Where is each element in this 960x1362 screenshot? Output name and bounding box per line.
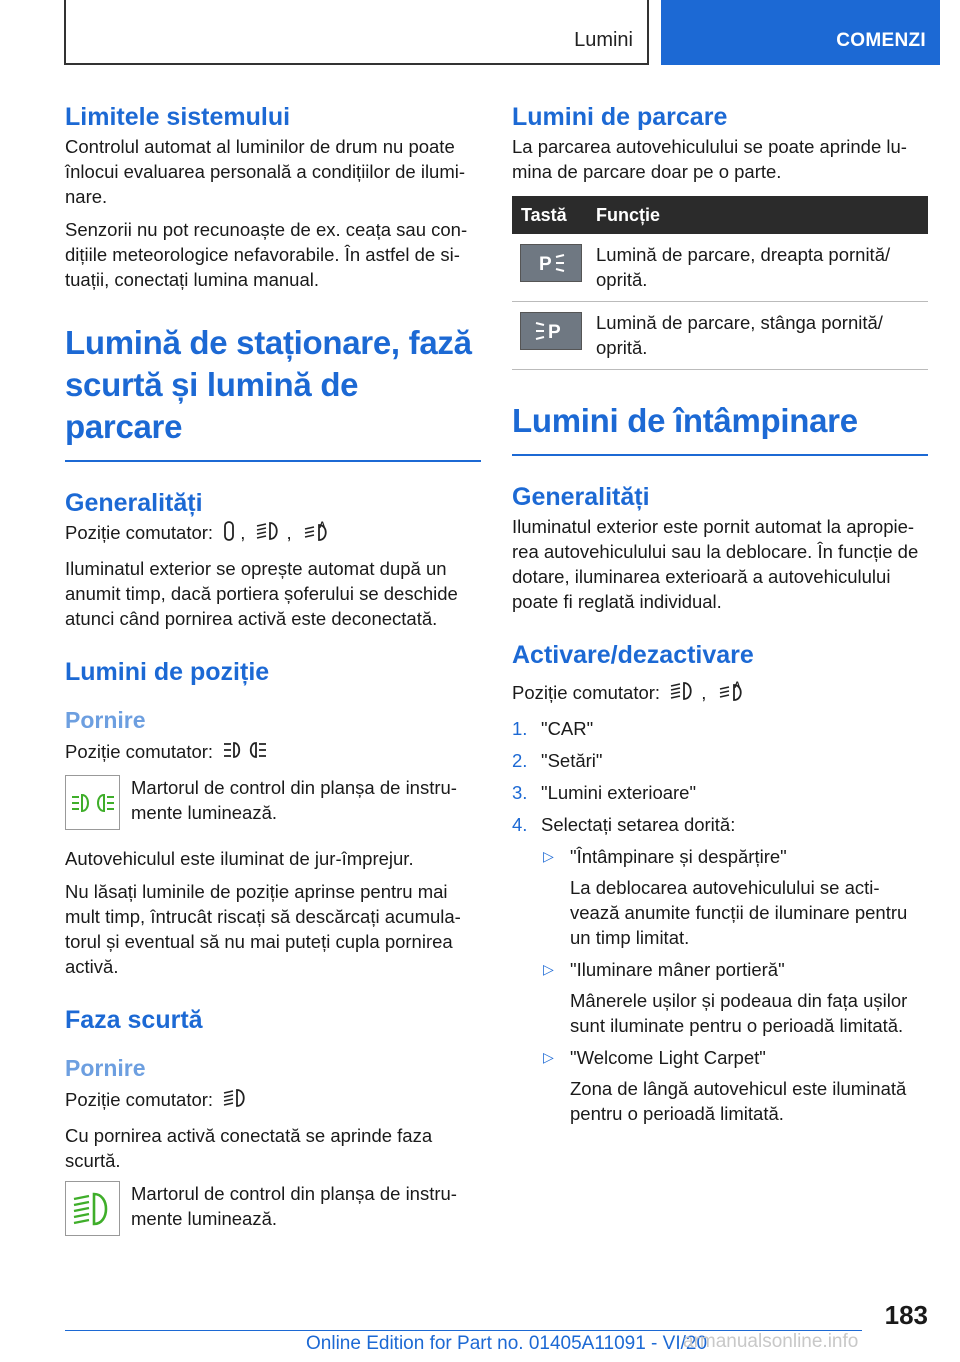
low-beam-heading: Faza scurtă bbox=[65, 1006, 203, 1035]
option-item bbox=[512, 844, 928, 869]
table-cell-function: Lumină de parcare, dreapta pornită/ oprită. bbox=[587, 234, 928, 302]
table-row bbox=[512, 302, 928, 370]
auto-headlight-icon bbox=[716, 680, 746, 708]
table-header-key: Tastă bbox=[512, 196, 587, 234]
activation-steps bbox=[512, 716, 928, 837]
table-row bbox=[512, 234, 928, 302]
svg-text:P: P bbox=[539, 254, 552, 275]
triangle-bullet-icon: ▷ bbox=[543, 961, 554, 978]
switch-position-label: Poziție comutator: bbox=[512, 682, 661, 703]
position-indicator-icon bbox=[65, 775, 120, 830]
welcome-heading: Lumini de întâmpinare bbox=[512, 402, 858, 439]
low-beam-on-subheading: Pornire bbox=[65, 1055, 146, 1082]
parking-lights-heading: Lumini de parcare bbox=[512, 103, 728, 131]
parking-right-icon[interactable] bbox=[520, 244, 582, 282]
triangle-bullet-icon: ▷ bbox=[543, 1049, 554, 1066]
left-column bbox=[65, 100, 481, 1236]
table-cell-key bbox=[512, 302, 587, 370]
position-paragraph-2: Nu lăsați luminile de poziție aprinse pentru mai mult timp, întrucât riscați să descărcați acumula-torul și eventual să nu mai puteți cupla pornirea activă. bbox=[65, 881, 461, 978]
position-indicator-row bbox=[65, 775, 481, 830]
position-paragraph-1: Autovehiculul este iluminat de jur-împrejur. bbox=[65, 848, 414, 870]
switch-position-label: Poziție comutator: bbox=[65, 1089, 214, 1111]
parking-left-icon[interactable] bbox=[520, 312, 582, 350]
welcome-paragraph: Iluminatul exterior este pornit automat la apropie-rea autovehiculului sau la deblocare. În funcție de dotare, iluminarea exterioară a autovehiculului poate fi reglată individual. bbox=[512, 516, 919, 612]
right-column bbox=[512, 100, 928, 1126]
position-on-subheading: Pornire bbox=[65, 707, 146, 734]
low-beam-paragraph: Cu pornirea activă conectată se aprinde faza scurtă. bbox=[65, 1125, 433, 1172]
low-beam-icon bbox=[222, 1087, 250, 1115]
welcome-general-heading: Generalități bbox=[512, 483, 650, 511]
limits-paragraph-1: Controlul automat al luminilor de drum nu poate înlocui evaluarea personală a condițiilor de ilumi-nare. bbox=[65, 136, 466, 207]
table-header-row bbox=[512, 196, 928, 234]
page-number: 183 bbox=[884, 1300, 928, 1330]
svg-text:A: A bbox=[318, 520, 326, 531]
watermark: armanualsonline.info bbox=[683, 1331, 859, 1352]
list-item: 1. "CAR" bbox=[512, 718, 594, 740]
option-description: Zona de lângă autovehicul este iluminată pentru o perioadă limitată. bbox=[570, 1078, 907, 1125]
activation-heading: Activare/dezactivare bbox=[512, 641, 754, 669]
limits-heading: Limitele sistemului bbox=[65, 103, 291, 131]
triangle-bullet-icon: ▷ bbox=[543, 848, 554, 865]
table-cell-function: Lumină de parcare, stânga pornită/ oprită. bbox=[587, 302, 928, 370]
header-section-label: Lumini bbox=[574, 29, 633, 51]
parking-paragraph: La parcarea autovehiculului se poate aprinde lu-mina de parcare doar pe o parte. bbox=[512, 136, 907, 182]
header-section-tab bbox=[64, 0, 649, 65]
low-beam-indicator-row bbox=[65, 1181, 481, 1236]
switch-position-label: Poziție comutator: bbox=[65, 522, 214, 543]
switch-position-label: Poziție comutator: bbox=[65, 741, 214, 763]
low-beam-icon bbox=[255, 520, 283, 548]
header-chapter-label: COMENZI bbox=[836, 30, 926, 51]
position-indicator-text: Martorul de control din planșa de instru-mente luminează. bbox=[131, 777, 457, 824]
header-chapter-tab bbox=[661, 0, 940, 65]
svg-text:A: A bbox=[733, 680, 740, 691]
low-beam-indicator-text: Martorul de control din planșa de instru-mente luminează. bbox=[131, 1183, 457, 1230]
main-heading-line-1: Lumină de staționare, fază bbox=[65, 324, 472, 361]
auto-headlight-icon bbox=[301, 520, 331, 548]
main-section-heading bbox=[65, 322, 481, 462]
position-switch-line bbox=[65, 739, 481, 767]
position-lights-heading: Lumini de poziție bbox=[65, 658, 270, 687]
option-item bbox=[512, 1045, 928, 1070]
low-beam-icon bbox=[669, 680, 697, 708]
table-cell-key bbox=[512, 234, 587, 302]
switch-position-line: Poziție comutator: , , A bbox=[65, 520, 481, 548]
option-title: "Întâmpinare și despărțire" bbox=[570, 846, 787, 868]
svg-text:P: P bbox=[548, 322, 561, 343]
activation-switch-line: Poziție comutator: , A bbox=[512, 680, 928, 708]
table-header-function: Funcție bbox=[587, 196, 928, 234]
position-lights-icon bbox=[222, 739, 268, 767]
lights-off-icon bbox=[222, 520, 236, 548]
low-beam-switch-line bbox=[65, 1087, 481, 1115]
option-description: La deblocarea autovehiculului se acti-vează anumite funcții de iluminare pentru un timp limitat. bbox=[570, 877, 908, 949]
general-heading: Generalități bbox=[65, 489, 203, 517]
option-description: Mânerele ușilor și podeaua din fața ușilor sunt iluminate pentru o perioadă limitată. bbox=[570, 990, 908, 1037]
welcome-section-heading bbox=[512, 400, 928, 456]
limits-paragraph-2: Senzorii nu pot recunoaște de ex. ceața sau con-dițiile meteorologice nefavorabile. În astfel de si-tuații, conectați lumina manual. bbox=[65, 219, 468, 290]
option-title: "Iluminare mâner portieră" bbox=[570, 959, 785, 981]
list-item: 4. Selectați setarea dorită: bbox=[512, 814, 736, 836]
parking-keys-table bbox=[512, 196, 928, 370]
low-beam-indicator-icon bbox=[65, 1181, 120, 1236]
footer-edition: Online Edition for Part no. 01405A11091 - VI/20 bbox=[306, 1333, 708, 1354]
main-heading-line-2: scurtă și lumină de parcare bbox=[65, 366, 359, 445]
list-item: 3. "Lumini exterioare" bbox=[512, 782, 697, 804]
option-title: "Welcome Light Carpet" bbox=[570, 1047, 766, 1069]
option-item bbox=[512, 957, 928, 982]
list-item: 2. "Setări" bbox=[512, 750, 603, 772]
general-paragraph: Iluminatul exterior se oprește automat după un anumit timp, dacă portiera șoferului se deschide atunci când pornirea activă este deconectată. bbox=[65, 558, 458, 630]
